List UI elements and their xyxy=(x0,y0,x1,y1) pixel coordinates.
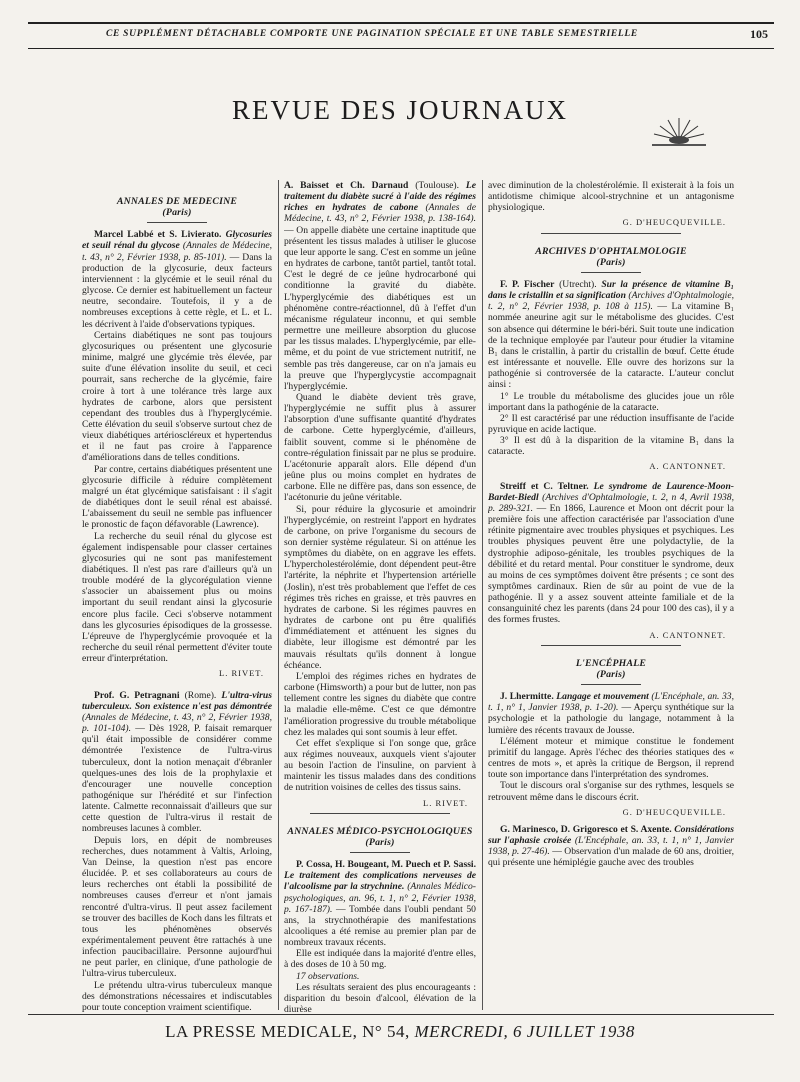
article-text: — Dans la production de la glycosurie, deux facteurs interviennent : la glycémie et le seuil rénal du glycose. Ce dernier est habituellement un facteur neutre, secondaire. Toutefois, il y a de nombreuses exceptions à cette règle, et L. et L. les décrivent à l'aide d'observations typiques. xyxy=(82,251,272,330)
article-authors: Marcel Labbé et S. Livierato. xyxy=(94,229,222,241)
article-text: — On appelle diabète une certaine inaptitude que présentent les tissus malades à utiliser le glucose que leur apporte le sang. C'est en somme un jeûne en hydrates de carbone, tantôt partiel, tantôt total. C'est le degré de ce jeûne hydrocarboné qui conditionne la gravité du diabète. L'hyperglycémie des diabétiques est un phénomène contre-réactionnel, dû à l'effet d'un mécanisme régulateur inconnu, et qui semble permettre une meilleure absorption du glucose par les tissus malades. L'hyperglycémie, par elle-même, et du point de vue strictement nutritif, ne semble pas très dangereuse, car on n'a jamais eu la preuve que l'hyperglycystie accompagnait l'hyperglycémie. xyxy=(284,224,476,392)
article-paragraph: Cet effet s'explique si l'on songe que, grâce aux régimes nouveaux, auxquels vient s'ajouter au besoin l'action de l'insuline, on parvient à maintenir les tissus malades dans des conditions de nutrition voisines de celles des tissus sains. xyxy=(284,737,476,794)
article-text: — Dès 1928, P. faisait remarquer qu'il était impossible de considérer comme démontrée l'existence de l'ultra-virus tuberculeux, dont la notion menaçait d'ébranler quelques-unes des lois de la prophylaxie et d'encourager une nouvelle conception pathogénique sur l'hérédité et sur l'infection latente. Calmette reconnaissait d'ailleurs que sur cette question de l'ultra-virus il restait de nombreuses lacunes à combler. xyxy=(82,723,272,835)
article-title: Le traitement du diabète sucré à l'aide des régimes riches en hydrates de cabone xyxy=(284,180,476,214)
section-place: (Paris) xyxy=(365,836,395,848)
section-rule xyxy=(581,684,641,685)
article-paragraph: L'élément moteur et mimique constitue le fondement primitif du langage. Après l'échec des théories statiques des « centres de mots », et après la critique de Bergson, il reprend toute son importance dans l'interprétation des syndromes. xyxy=(488,735,734,781)
column-divider xyxy=(278,180,279,1010)
section-header xyxy=(284,826,476,848)
article-reference: (Annales de Médecine, t. 43, n° 2, Février 1938, p. 85-101). xyxy=(82,240,272,263)
article-abstract xyxy=(284,859,476,948)
article-authors: A. Baisset et Ch. Darnaud xyxy=(284,180,409,191)
article-city: (Rome). xyxy=(184,689,217,701)
article-signature: G. D'HEUCQUEVILLE. xyxy=(622,806,726,817)
article-abstract xyxy=(488,279,734,391)
article-paragraph: Certains diabétiques ne sont pas toujours glycosuriques ou présentent une glycosurie minime, malgré une glycémie très élevée, par suite d'une élévation insolite du seuil, et ceci pourrait, sans recherche de la glycémie, faire croire à tort à une tolérance très large aux hydrates de carbone, alors que persistent cependant des troubles dus à l'hyperglycémie. Cette élévation du seuil s'observe surtout chez de vieux diabétiques artérioscléreux et hypertendus et il ne faut pas croire à l'apparence d'améliorations dans de telles conditions. xyxy=(82,329,272,464)
article-paragraph: 2° Il est caractérisé par une réduction insuffisante de l'acide pyruvique en acide lactique. xyxy=(488,412,734,435)
article-paragraph: Elle est indiquée dans la majorité d'entre elles, à des doses de 10 à 50 mg. xyxy=(284,948,476,971)
article-authors: P. Cossa, H. Bougeant, M. Puech et P. Sassi. xyxy=(296,859,476,871)
page-title: REVUE DES JOURNAUX xyxy=(231,95,568,125)
article-signature: G. D'HEUCQUEVILLE. xyxy=(622,217,726,228)
section-header xyxy=(488,246,734,268)
article-text: — Observation d'un malade de 60 ans, droitier, qui présente une hémiplégie gauche avec des troubles xyxy=(488,846,734,869)
article-abstract xyxy=(82,229,272,329)
article-paragraph: avec diminution de la cholestérolémie. Il existerait à la fois un antidotisme chimique alcool-strychnine et un antagonisme physiologique. xyxy=(488,180,734,214)
article-text: — Aperçu synthétique sur la psychologie et la pathologie du langage, notamment à la lumière des récents travaux de Jousse. xyxy=(488,702,734,736)
page-footer xyxy=(0,1022,800,1042)
article-authors: Prof. G. Petragnani xyxy=(94,689,180,701)
section-place: (Paris) xyxy=(596,256,626,268)
article-city: (Toulouse). xyxy=(415,180,460,191)
article-reference: (L'Encéphale, an. 33, t. 1, n° 1, Janvier 1938, p. 1-20). xyxy=(488,691,734,714)
article-paragraph: 1° Le trouble du métabolisme des glucides joue un rôle important dans la pathogénie de la cataracte. xyxy=(488,390,734,413)
section-title: ANNALES MÉDICO-PSYCHOLOGIQUES xyxy=(287,825,473,837)
section-place: (Paris) xyxy=(596,668,626,680)
article-reference: (Annales Médico-psychologiques, an. 96, t. 1, n° 2, Février 1938, p. 167-187). xyxy=(284,881,476,915)
article-title: Le syndrome de Laurence-Moon-Bardet-Biedl xyxy=(488,480,734,503)
section-title: L'ENCÉPHALE xyxy=(575,657,647,669)
article-signature: L. RIVET. xyxy=(423,797,468,808)
top-banner xyxy=(28,22,774,49)
article-text: — En 1866, Laurence et Moon ont décrit pour la première fois une affection caractérisée par l'association d'une rétinite pigmentaire avec troubles physiques et psychiques. Les troubles physiques peuvent être une polydactylie, de la dystrophie adiposo-génitale, les troubles psychiques de la débilité et du retard mental. Pour constituer le syndrome, deux au moins de ces symptômes doivent être présents ; ce sont des symptômes cardinaux. Rien de sûr au point de vue de la pathogénie. Il y a assez souvent atteinte familiale et de la consanguinité chez les parents (dans 24 pour 100 des cas), il y a des formes frustes. xyxy=(488,502,734,626)
footer-rule xyxy=(28,1014,774,1015)
article-city: (Utrecht). xyxy=(559,278,597,290)
article-reference: (L'Encéphale, an. 33, t. 1, n° 1, Janvier 1938, p. 27-46). xyxy=(488,834,734,858)
article-title: Le traitement des complications nerveuses de l'alcoolisme par la strychnine. xyxy=(284,870,476,893)
article-abstract xyxy=(82,690,272,835)
article-abstract xyxy=(284,180,476,392)
footer-journal: LA PRESSE MEDICALE, N° 54, xyxy=(165,1022,410,1041)
section-title: ANNALES DE MEDECINE xyxy=(116,196,238,207)
article-paragraph: Par contre, certains diabétiques présentent une glycosurie difficile à réduire complètement malgré un état glycémique satisfaisant : il s'agit de diabétiques dont le seuil rénal est abaissé. L'abaissement du seuil ne semble pas influencer le pronostic de façon défavorable (Lawrence). xyxy=(82,463,272,531)
section-header xyxy=(488,658,734,680)
section-rule xyxy=(350,852,410,853)
article-paragraph: 17 observations. xyxy=(296,970,360,982)
section-rule xyxy=(310,813,450,814)
article-abstract xyxy=(488,481,734,626)
article-paragraph: Si, pour réduire la glycosurie et amoindrir l'hyperglycémie, on restreint l'apport en hydrates de carbone, on prive l'organisme du secours de son dernier système régulateur. Si on atténue les symptômes du diabète, on en aggrave les effets. L'hypercholestérolémie, dont dépendent peut-être l'artérite, la néphrite et l'hypertension artérielle (Joslin), n'est très probablement que l'effet de ces régimes très riches en graisse, et très pauvres en hydrates de carbone. Si les régimes pauvres en hydrates de carbone ont pu être qualifiés d'immédiatement et atténuent les signes du diabète, leur illogisme est démontré par les mauvais résultats qu'ils donnent à longue échéance. xyxy=(284,503,476,671)
article-reference: (Annales de Médecine, t. 43, n° 2, Février 1938, p. 138-164). xyxy=(284,202,476,225)
article-paragraph: Tout le discours oral s'organise sur des rythmes, lesquels se retrouvent même dans le discours écrit. xyxy=(488,780,734,803)
article-paragraph: Les résultats seraient des plus encourageants : disparition du besoin d'alcool, élévation de la diurèse xyxy=(284,981,476,1014)
section-rule xyxy=(541,645,681,646)
article-reference: (Archives d'Ophtalmologie, t. 2, n 4, Avril 1938, p. 289-321. xyxy=(488,491,734,514)
article-paragraph: Le prétendu ultra-virus tuberculeux manque des démonstrations nécessaires et indiscutables pour toute conception vraiment scientifique. xyxy=(82,979,272,1013)
article-title: Considérations sur l'aphasie croisée xyxy=(488,823,734,846)
article-text: — La vitamine B₁ nommée aneurine agit sur le métabolisme des glucides. C'est son absence qui détermine le béri-béri. Suit toute une indication de la technique employée par l'auteur pour étudier la vitamine B₁ dans le cristallin, à partir du cristallin de bœuf. Cette étude est intéressante et nouvelle. Elle ouvre des horizons sur la pathogénie si controversée de la cataracte. L'auteur conclut ainsi : xyxy=(488,301,734,391)
article-reference: (Annales de Médecine, t. 43, n° 2, Février 1938, p. 101-104). xyxy=(82,711,272,735)
article-authors: Streiff et C. Teltner. xyxy=(500,480,589,492)
article-paragraph: Depuis lors, en dépit de nombreuses recherches, dues notamment à Valtis, Arloing, Van Deinse, la question n'est pas encore élucidée. P. et ses collaborateurs au cours de leurs recherches ont établi la possibilité de nombreuses causes d'erreur et n'ont jamais rencontré d'ultra-virus. Il peut assez facilement se trouver des bacilles de Koch dans les filtrats et tous les phénomènes observés expérimentalement peuvent être rattachés à une infection paucibacillaire. Personne aujourd'hui ne peut parler, en clinique, d'une pathologie de l'ultra-virus tuberculeux. xyxy=(82,834,272,980)
section-rule xyxy=(541,233,681,234)
section-rule xyxy=(581,272,641,273)
article-text: — Tombée dans l'oubli pendant 50 ans, la strychnothérapie des manifestations alcooliques a été remise au premier plan par de nombreux travaux récents. xyxy=(284,903,476,949)
section-rule xyxy=(147,222,207,223)
column-divider xyxy=(482,180,483,1010)
article-title: Langage et mouvement xyxy=(556,691,649,703)
article-abstract xyxy=(488,691,734,736)
article-abstract xyxy=(488,824,734,869)
article-signature: A. CANTONNET. xyxy=(649,629,726,640)
section-title: ARCHIVES D'OPHTALMOLOGIE xyxy=(535,245,687,257)
vignette-logo xyxy=(648,110,710,150)
column-2 xyxy=(284,180,476,1014)
page-number: 105 xyxy=(750,27,768,41)
section-place: (Paris) xyxy=(162,207,192,219)
article-title: Glycosuries et seuil rénal du glycose xyxy=(82,229,272,252)
column-1 xyxy=(82,180,272,1014)
article-signature: A. CANTONNET. xyxy=(649,461,726,472)
column-3 xyxy=(488,180,734,1014)
banner-text: CE SUPPLÉMENT DÉTACHABLE COMPORTE UNE PAGINATION SPÉCIALE ET UNE TABLE SEMESTRIELLE xyxy=(106,29,638,39)
article-authors: J. Lhermitte. xyxy=(500,691,554,703)
article-signature: L. RIVET. xyxy=(219,668,264,679)
article-reference: (Archives d'Ophtalmologie, t. 2, n° 2, Février 1938, p. 108 à 115). xyxy=(488,290,734,313)
article-title: L'ultra-virus tuberculeux. Son existence n'est pas démontrée xyxy=(82,689,272,712)
article-paragraph: La recherche du seuil rénal du glycose est également indispensable pour classer certaines glycosuries qui ne sont pas manifestement diabétiques. Il n'est pas rare d'ailleurs qu'à un trouble modéré de la glycorégulation vienne s'associer un abaissement plus ou moins important du seuil rendant ainsi la glycosurie encore plus facile. Ceci s'observe notamment dans les glycosuries épisodiques de la grossesse. L'épreuve de l'hyperglycémie provoquée et la recherche du seuil rénal permettent d'éviter toute erreur d'interprétation. xyxy=(82,530,272,665)
article-authors: G. Marinesco, D. Grigoresco et S. Axente. xyxy=(500,823,672,835)
article-paragraph: Quand le diabète devient très grave, l'hyperglycémie ne suffit plus à assurer l'absorption d'une suffisante quantité d'hydrates de carbone. Cette hyperglycémie, d'ailleurs, faiblit souvent, comme si le phénomène de contre-régulation finissait par ne plus se produire. L'acétonurie apparaît alors. Elle dépend d'un jeûne plus ou moins complet en hydrates de carbone. Elle ne diffère pas, dans son essence, de l'acétonurie du jeûne véritable. xyxy=(284,391,476,504)
article-paragraph: L'emploi des régimes riches en hydrates de carbone (Himsworth) a pour but de lutter, non pas tellement contre les signes du diabète que contre la maladie elle-même. C'est ce que démontre l'amélioration progressive du trouble métabolique chez les malades qui sont soumis à leur effet. xyxy=(284,670,476,738)
article-authors: F. P. Fischer xyxy=(500,278,555,290)
article-paragraph: 3° Il est dû à la disparition de la vitamine B₁ dans la cataracte. xyxy=(488,435,734,458)
section-header xyxy=(82,196,272,218)
footer-date: MERCREDI, 6 JUILLET 1938 xyxy=(414,1022,635,1041)
article-title: Sur la présence de vitamine B₁ dans le cristallin et sa signification xyxy=(488,278,734,302)
